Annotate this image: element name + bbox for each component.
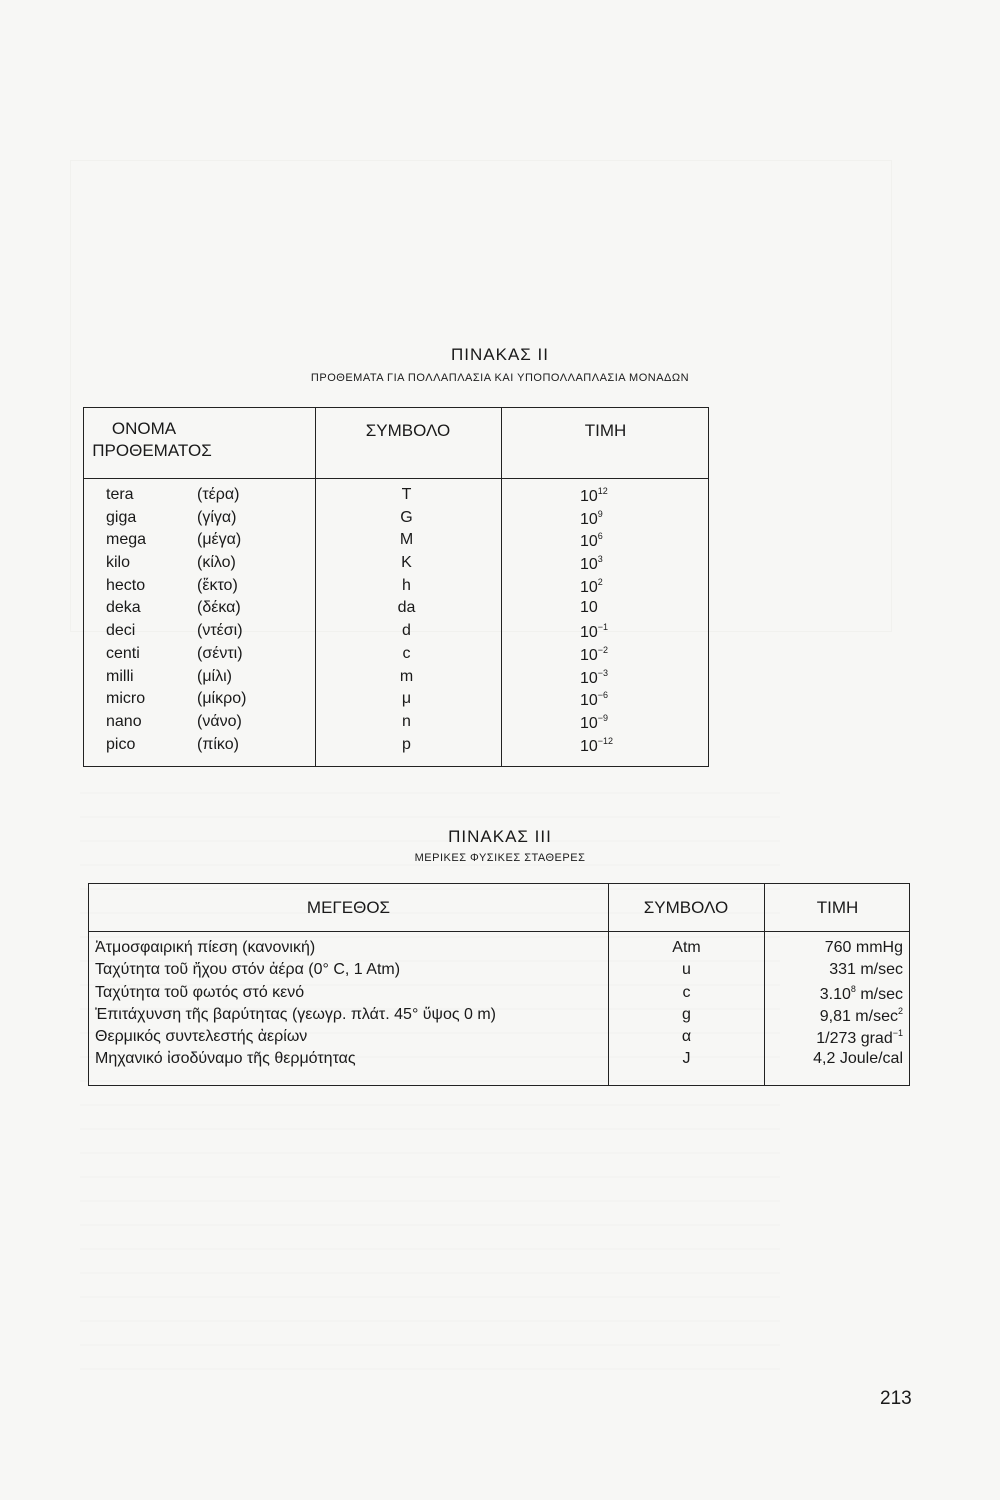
prefix-exponent: −3 — [597, 667, 609, 678]
prefix-value: $10^6$ — [580, 531, 603, 551]
prefix-symbol: μ — [401, 690, 412, 708]
constant-value: 331 m/sec — [829, 961, 903, 979]
prefix-exponent: −9 — [597, 712, 609, 723]
constant-symbol: J — [682, 1050, 691, 1068]
prefix-name: centi — [106, 644, 140, 662]
constant-name: Ταχύτητα τοῦ φωτός στό κενό — [95, 983, 305, 1001]
table-iii-title: ΠΙΝΑΚΑΣ III — [448, 827, 552, 846]
table-row — [84, 509, 708, 532]
prefix-value: $10^{12}$ — [580, 486, 608, 505]
table-row — [84, 690, 708, 713]
prefix-greek-name: (νάνο) — [197, 712, 242, 730]
constant-exponent: −1 — [892, 1028, 903, 1039]
prefix-greek-name: (κίλο) — [197, 554, 236, 572]
prefix-value: $10^{-2}$ — [580, 644, 609, 664]
prefix-name: deci — [106, 622, 136, 640]
prefix-value: $10^{-12}$ — [580, 735, 614, 755]
table-row — [89, 1050, 909, 1072]
prefix-greek-name: (πίκο) — [197, 735, 239, 753]
prefix-name: milli — [106, 667, 134, 685]
prefix-symbol: da — [397, 599, 416, 617]
prefix-greek-name: (τέρα) — [197, 486, 240, 503]
constant-value: 4,2 Joule/cal — [813, 1050, 903, 1068]
table-row — [84, 713, 708, 736]
table-row — [84, 645, 708, 668]
constants-table — [88, 883, 910, 1086]
constants-table-header — [89, 884, 909, 932]
prefix-value: $10^2$ — [580, 576, 603, 596]
prefix-name: giga — [106, 508, 137, 526]
prefix-greek-name: (μίλι) — [197, 667, 232, 685]
prefix-table-body — [84, 486, 708, 758]
table-row — [84, 599, 708, 622]
prefix-value: $10^{-9}$ — [580, 712, 609, 732]
prefix-exponent: 12 — [597, 486, 608, 496]
constant-exponent: 2 — [897, 1005, 903, 1016]
prefix-symbol: h — [402, 576, 411, 594]
prefix-name: pico — [106, 735, 136, 753]
prefix-name: nano — [106, 712, 142, 730]
prefix-value: $10^{-1}$ — [580, 622, 609, 642]
table-row — [84, 736, 708, 759]
constants-table-body — [89, 939, 909, 1073]
prefix-name: micro — [106, 690, 146, 708]
prefix-exponent: 3 — [597, 554, 603, 565]
header-name-line2: ΠΡΟΘΕΜΑΤΟΣ — [92, 441, 212, 460]
constant-value: 1/273 grad$^{-1}$ — [816, 1028, 903, 1048]
prefix-symbol: M — [399, 531, 414, 549]
prefix-exponent: 2 — [597, 576, 603, 587]
prefix-greek-name: (γίγα) — [197, 508, 237, 526]
table-row — [84, 486, 708, 509]
table-row — [89, 1028, 909, 1050]
table-row — [84, 531, 708, 554]
constant-symbol: α — [681, 1028, 692, 1046]
table-row — [84, 668, 708, 691]
table-ii-title: ΠΙΝΑΚΑΣ II — [451, 345, 549, 364]
constant-name: Ἐπιτάχυνση τῆς βαρύτητας (γεωγρ. πλάτ. 45° ὕψος 0 m) — [95, 1005, 496, 1023]
prefix-value: $10^3$ — [580, 554, 603, 574]
table-row — [89, 1006, 909, 1028]
prefix-symbol: T — [401, 486, 412, 503]
table-row — [84, 622, 708, 645]
table-row — [89, 939, 909, 961]
prefix-exponent: −12 — [597, 735, 614, 746]
constant-symbol: g — [682, 1005, 691, 1023]
prefix-name: deka — [106, 599, 141, 617]
prefix-table-header — [84, 408, 708, 479]
prefix-greek-name: (ἕκτο) — [197, 576, 238, 594]
prefix-exponent: −6 — [597, 690, 609, 701]
header-quantity: ΜΕΓΕΘΟΣ — [306, 898, 391, 917]
prefix-symbol: d — [402, 622, 411, 640]
prefix-symbol: c — [402, 644, 411, 662]
prefix-exponent: 6 — [597, 531, 603, 542]
header-name-line1: ΟΝΟΜΑ — [111, 419, 177, 438]
prefix-exponent: −1 — [597, 622, 609, 633]
prefix-value: $10^{-6}$ — [580, 690, 609, 710]
constant-name: Θερμικός συντελεστής ἀερίων — [95, 1028, 308, 1046]
table-row — [84, 577, 708, 600]
prefix-exponent: 9 — [597, 508, 603, 519]
page-number: 213 — [880, 1388, 912, 1409]
prefix-name: hecto — [106, 576, 146, 594]
constant-symbol: u — [682, 961, 691, 979]
prefix-greek-name: (δέκα) — [197, 599, 241, 617]
header-symbol: ΣΥΜΒΟΛΟ — [643, 898, 729, 917]
constant-symbol: c — [682, 983, 691, 1001]
prefix-value: $10^{-3}$ — [580, 667, 609, 687]
table-row — [89, 961, 909, 983]
prefix-symbol: G — [400, 508, 413, 526]
prefix-exponent: −2 — [597, 644, 609, 655]
table-row — [84, 554, 708, 577]
prefix-symbol: p — [402, 735, 411, 753]
header-value: ΤΙΜΗ — [584, 421, 627, 440]
header-symbol: ΣΥΜΒΟΛΟ — [365, 421, 451, 440]
prefix-name: mega — [106, 531, 147, 549]
constant-name: Μηχανικό ἰσοδύναμο τῆς θερμότητας — [95, 1050, 356, 1068]
constant-value: 3.10$^8$ m/sec — [819, 983, 903, 1003]
prefix-name: kilo — [106, 554, 131, 572]
constant-exponent: 8 — [850, 983, 856, 994]
constant-symbol: Atm — [672, 939, 701, 956]
prefix-symbol: m — [399, 667, 414, 685]
prefix-table — [83, 407, 709, 767]
table-ii-subtitle: ΠΡΟΘΕΜΑΤΑ ΓΙΑ ΠΟΛΛΑΠΛΑΣΙΑ ΚΑΙ ΥΠΟΠΟΛΛΑΠΛΑΣΙΑ ΜΟΝΑΔΩΝ — [310, 372, 690, 384]
prefix-greek-name: (μίκρο) — [197, 690, 247, 708]
prefix-value: 10 — [580, 599, 598, 617]
prefix-symbol: n — [402, 712, 411, 730]
constant-name: Ταχύτητα τοῦ ἤχου στόν ἀέρα (0° C, 1 Atm) — [95, 961, 401, 979]
prefix-greek-name: (ντέσι) — [197, 622, 243, 640]
header-value: ΤΙΜΗ — [816, 898, 859, 917]
constant-name: Ἀτμοσφαιρική πίεση (κανονική) — [95, 939, 316, 956]
prefix-greek-name: (σέντι) — [197, 644, 243, 662]
constant-value: 760 mmHg — [824, 939, 903, 956]
prefix-greek-name: (μέγα) — [197, 531, 242, 549]
table-row — [89, 984, 909, 1006]
constant-value: 9,81 $m/\sec^2$ — [819, 1005, 903, 1025]
prefix-symbol: K — [401, 554, 412, 572]
prefix-name: tera — [106, 486, 134, 503]
table-iii-subtitle: ΜΕΡΙΚΕΣ ΦΥΣΙΚΕΣ ΣΤΑΘΕΡΕΣ — [414, 852, 586, 864]
prefix-value: $10^9$ — [580, 508, 603, 528]
